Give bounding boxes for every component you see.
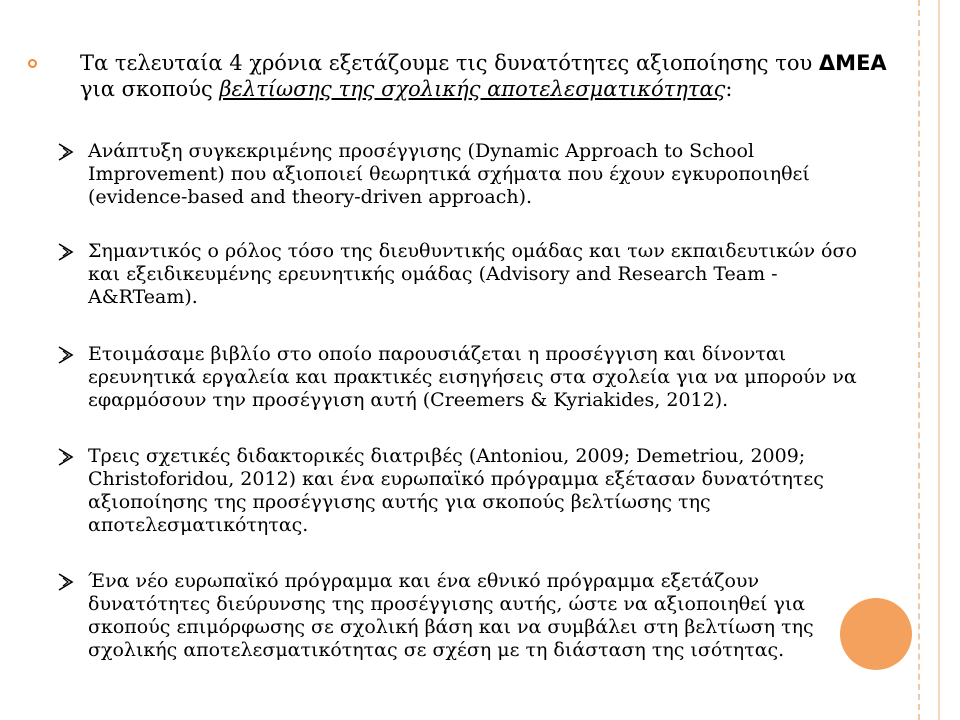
list-item-text: Τρεις σχετικές διδακτορικές διατριβές (Antoniou, 2009; Demetriou, 2009; Christoforidou, 2012) και ένα ευρωπαϊκό πρόγραμμα εξέτασαν δυνατότητες αξιοποίησης της προσέγγισης αυτής για σκοπούς βελτίωσης της αποτελεσματικότητας.	[88, 445, 824, 536]
intro-text	[80, 50, 888, 102]
list-item	[58, 240, 866, 309]
arrow-bullet-icon	[58, 346, 74, 364]
list-item-text: Ετοιμάσαμε βιβλίο στο οποίο παρουσιάζεται η προσέγγιση και δίνονται ερευνητικά εργαλεία και πρακτικές εισηγήσεις στα σχολεία για να μπορούν να εφαρμόσουν την προσέγγιση αυτή (Creemers & Kyriakides, 2012).	[88, 343, 857, 411]
list-item-text: Σημαντικός ο ρόλος τόσο της διευθυντικής ομάδας και των εκπαιδευτικών όσο και εξειδικευμένης ερευνητικής ομάδας (Advisory and Research Team - A&RTeam).	[88, 240, 857, 308]
intro-paragraph	[28, 50, 888, 102]
list-item	[58, 140, 866, 209]
list-item	[58, 570, 866, 662]
arrow-bullet-icon	[58, 448, 74, 466]
list-item	[58, 445, 866, 537]
intro-bold: ΔΜΕΑ	[818, 51, 887, 75]
arrow-bullet-icon	[58, 243, 74, 261]
intro-part1: Τα τελευταία 4 χρόνια εξετάζουμε τις δυνατότητες αξιοποίησης του	[80, 51, 819, 75]
list-item	[58, 343, 866, 412]
decorative-dashed-line	[918, 0, 920, 720]
arrow-bullet-icon	[58, 143, 74, 161]
list-item-text: Ένα νέο ευρωπαϊκό πρόγραμμα και ένα εθνικό πρόγραμμα εξετάζουν δυνατότητες διεύρυνσης της προσέγγισης αυτής, ώστε να αξιοποιηθεί για σκοπούς επιμόρφωσης σε σχολική βάση και να συμβάλει στη βελτίωση της σχολικής αποτελεσματικότητας σε σχέση με τη διάσταση της ισότητας.	[88, 570, 814, 661]
intro-italic: βελτίωσης της σχολικής αποτελεσματικότητας	[219, 77, 726, 101]
decorative-line	[938, 0, 940, 720]
intro-part3: :	[725, 77, 733, 101]
circle-bullet-icon	[28, 59, 37, 68]
intro-part2: για σκοπούς	[80, 77, 220, 101]
arrow-bullet-icon	[58, 573, 74, 591]
list-item-text: Ανάπτυξη συγκεκριμένης προσέγγισης (Dynamic Approach to School Improvement) που αξιοποιεί θεωρητικά σχήματα που έχουν εγκυροποιηθεί (evidence-based and theory-driven approach).	[88, 140, 810, 208]
